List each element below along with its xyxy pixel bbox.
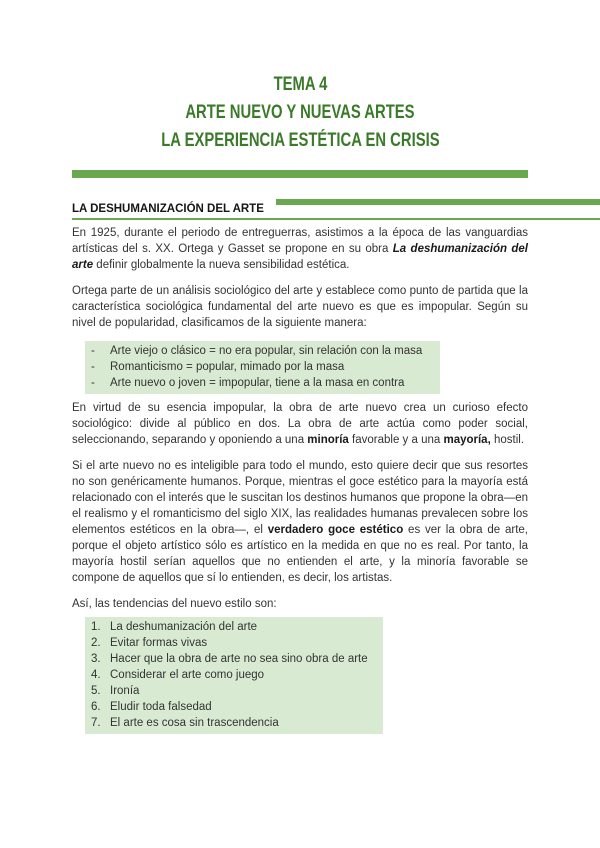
title-line-sub xyxy=(0,127,600,155)
book-title: La deshumanización del arte xyxy=(72,243,529,271)
item-text: La deshumanización del arte xyxy=(110,621,258,633)
item-text: Considerar el arte como juego xyxy=(110,669,265,681)
numbered-item xyxy=(85,619,383,635)
intro-text-end: definir globalmente la nueva sensibilidad estética. xyxy=(93,259,350,271)
item-text: Eludir toda falsedad xyxy=(110,701,212,713)
aesthetic-emphasis: verdadero goce estético xyxy=(267,524,404,536)
item-number: 7. xyxy=(91,717,101,729)
document-title: ARTE NUEVO Y NUEVAS ARTES xyxy=(185,102,415,123)
audience-text-middle: favorable y a una xyxy=(348,434,444,446)
majority-term: mayoría, xyxy=(443,434,491,446)
list-item-text: Arte nuevo o joven = impopular, tiene a la masa en contra xyxy=(110,377,405,389)
item-text: El arte es cosa sin trascendencia xyxy=(110,717,279,729)
title-line-topic xyxy=(0,71,600,99)
minority-term: minoría xyxy=(307,434,349,446)
tendencies-intro: Así, las tendencias del nuevo estilo son: xyxy=(72,598,277,610)
document-subtitle: LA EXPERIENCIA ESTÉTICA EN CRISIS xyxy=(160,130,440,151)
list-item xyxy=(85,375,440,391)
intro-paragraph xyxy=(72,225,528,273)
numbered-item xyxy=(85,651,383,667)
item-text: Hacer que la obra de arte no sea sino obra de arte xyxy=(110,653,368,665)
section-accent-bar xyxy=(276,199,600,205)
section-body xyxy=(72,225,528,734)
item-number: 1. xyxy=(91,621,101,633)
list-item-text: Romanticismo = popular, mimado por la masa xyxy=(110,361,345,373)
numbered-item xyxy=(85,699,383,715)
item-text: Ironía xyxy=(110,685,140,697)
item-number: 5. xyxy=(91,685,101,697)
tendencies-list xyxy=(85,617,383,734)
aesthetic-paragraph xyxy=(72,458,528,586)
list-bullet: - xyxy=(91,377,95,389)
intro-text: En 1925, durante el periodo de entreguerras, asistimos a la época de las vanguardias artísticas del s. XX. Ortega y Gasset se propone en su obra xyxy=(72,227,528,255)
audience-paragraph xyxy=(72,400,528,448)
list-bullet: - xyxy=(91,345,95,357)
item-number: 3. xyxy=(91,653,101,665)
title-block xyxy=(0,71,600,155)
list-item xyxy=(85,343,440,359)
section-heading: LA DESHUMANIZACIÓN DEL ARTE xyxy=(72,203,264,215)
section-underline xyxy=(72,218,600,220)
popularity-list xyxy=(85,341,440,394)
topic-number: TEMA 4 xyxy=(273,74,327,95)
aesthetic-text-end: es ver la obra de arte, porque el objeto artístico sólo es artístico en la medida en que no es real. Por tanto, la mayoría hostil serían aquellos que no entienden el arte, y la minoría favorable se compone de aquellos que sí lo entienden, es decir, los artistas. xyxy=(72,524,528,584)
list-item xyxy=(85,359,440,375)
sociology-paragraph: Ortega parte de un análisis sociológico del arte y establece como punto de partida que la característica sociológica fundamental del arte nuevo es que es impopular. Según su nivel de popularidad, clasificamos de la siguiente manera: xyxy=(72,285,528,329)
numbered-item xyxy=(85,683,383,699)
item-text: Evitar formas vivas xyxy=(110,637,208,649)
title-divider-bar xyxy=(72,170,528,178)
numbered-item xyxy=(85,715,383,731)
title-line-main xyxy=(0,99,600,127)
numbered-item xyxy=(85,667,383,683)
item-number: 6. xyxy=(91,701,101,713)
list-item-text: Arte viejo o clásico = no era popular, sin relación con la masa xyxy=(110,345,423,357)
item-number: 4. xyxy=(91,669,101,681)
numbered-item xyxy=(85,635,383,651)
audience-text-end: hostil. xyxy=(490,434,525,446)
list-bullet: - xyxy=(91,361,95,373)
audience-text: En virtud de su esencia impopular, la obra de arte nuevo crea un curioso efecto sociológico: divide al público en dos. La obra de arte actúa como poder social, seleccionando, separando y oponiendo a una xyxy=(72,402,528,446)
aesthetic-text: Si el arte nuevo no es inteligible para todo el mundo, esto quiere decir que sus resortes no son genéricamente humanos. Porque, mientras el goce estético para la mayoría está relacionado con el interés que le suscitan los destinos humanos que propone la obra—en el realismo y el romanticismo del siglo XIX, las realidades humanas prevalecen sobre los elementos estéticos en la obra—, el xyxy=(72,460,528,536)
item-number: 2. xyxy=(91,637,101,649)
